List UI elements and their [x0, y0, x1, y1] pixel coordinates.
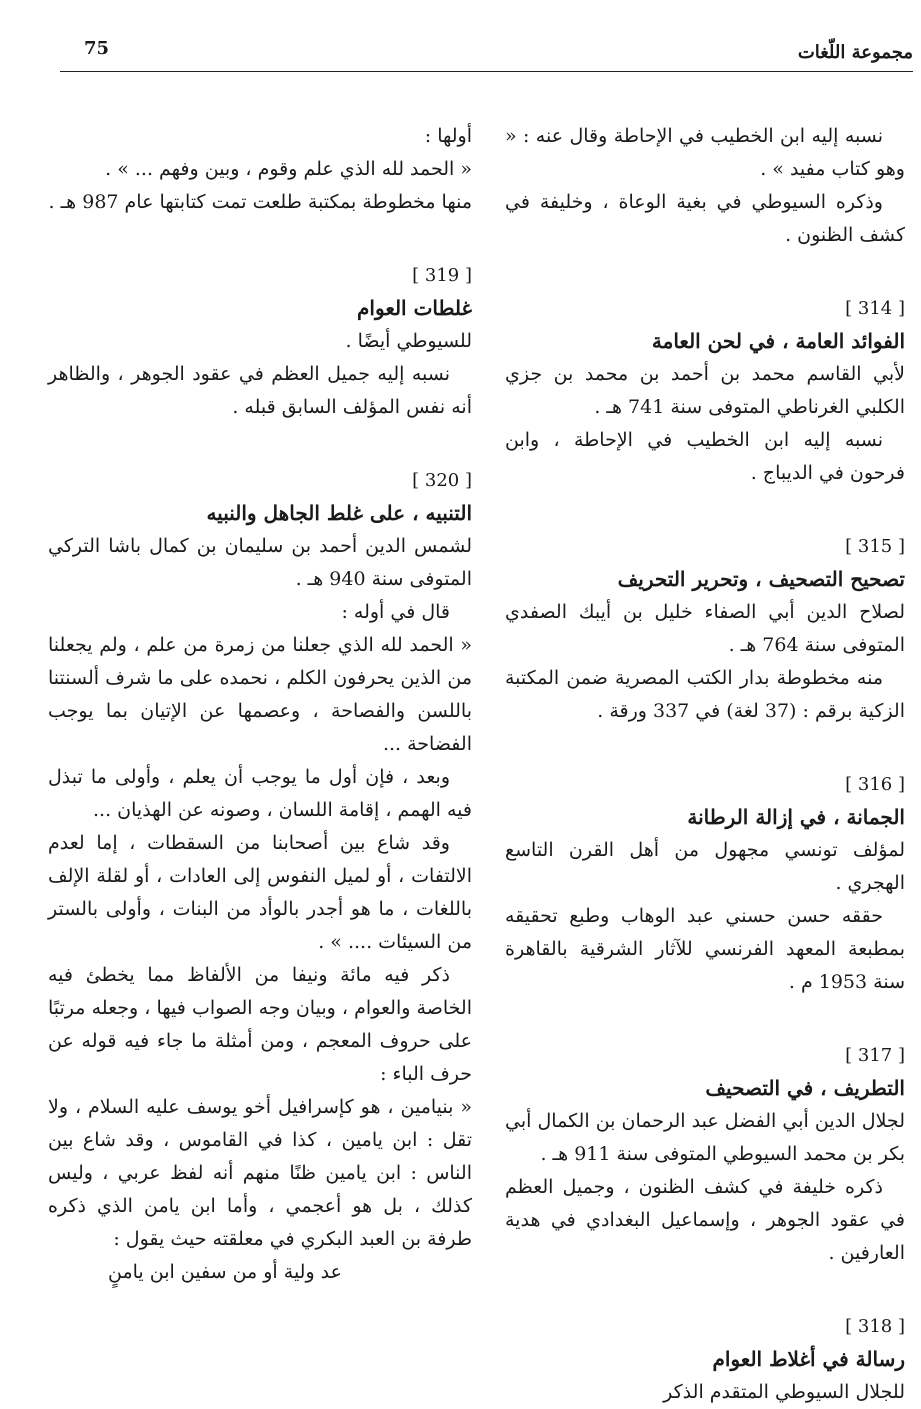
paragraph: للسيوطي أيضًا .: [345, 330, 472, 352]
entry-title-318: رسالة في أغلاط العوام: [712, 1347, 905, 1371]
entry-number-319: [ 319 ]: [412, 265, 472, 286]
paragraph: لمؤلف تونسي مجهول من أهل القرن التاسع الهجري .: [505, 839, 905, 894]
paragraph: « الحمد لله الذي علم وقوم ، وبين وفهم ... » .: [105, 158, 472, 180]
paragraph: ذكره خليفة في كشف الظنون ، وجميل العظم في عقود الجوهر ، وإسماعيل البغدادي في هدية العارفين .: [505, 1176, 905, 1264]
paragraph: وبعد ، فإن أول ما يوجب أن يعلم ، وأولى ما تبذل فيه الهمم ، إقامة اللسان ، وصونه عن الهذيان ...: [48, 766, 472, 821]
paragraph: لأبي القاسم محمد بن أحمد بن محمد بن جزي الكلبي الغرناطي المتوفى سنة 741 هـ .: [505, 363, 905, 418]
left-column: [48, 120, 472, 1289]
paragraph: نسبه إليه ابن الخطيب في الإحاطة ، وابن فرحون في الديباج .: [505, 429, 905, 484]
right-column: [505, 120, 905, 1409]
entry-title-314: الفوائد العامة ، في لحن العامة: [651, 329, 905, 353]
entry-title-317: التطريف ، في التصحيف: [705, 1076, 905, 1100]
entry-number-320: [ 320 ]: [412, 470, 472, 491]
paragraph: للجلال السيوطي المتقدم الذكر: [663, 1381, 905, 1403]
paragraph: « بنيامين ، هو كإسرافيل أخو يوسف عليه السلام ، ولا تقل : ابن يامين ، كذا في القاموس ، وقد شاع بين الناس : ابن يامين ظنًا منهم أنه لفظ عربي ، وليس كذلك ، بل هو أعجمي ، وأما ابن يامن الذي ذكره طرفة بن العبد البكري في معلقته حيث يقول :: [48, 1096, 472, 1250]
paragraph: لشمس الدين أحمد بن سليمان بن كمال باشا التركي المتوفى سنة 940 هـ .: [48, 535, 472, 590]
paragraph: وذكره السيوطي في بغية الوعاة ، وخليفة في كشف الظنون .: [505, 191, 905, 246]
header-rule: [60, 71, 913, 72]
paragraph: « الحمد لله الذي جعلنا من زمرة من علم ، ولم يجعلنا من الذين يحرفون الكلم ، نحمده على ما شرف ألسنتنا باللسن والفصاحة ، وعصمها عن الإتيان بما يوجب الفضاحة ...: [48, 634, 472, 755]
paragraph: وقد شاع بين أصحابنا من السقطات ، إما لعدم الالتفات ، أو لميل النفوس إلى العادات ، أو لقلة الإلف باللغات ، ما هو أجدر بالوأد من البنات ، وأولى بالستر من السيئات .... » .: [48, 832, 472, 953]
entry-number-315: [ 315 ]: [845, 536, 905, 557]
paragraph: حققه حسن حسني عبد الوهاب وطبع تحقيقه بمطبعة المعهد الفرنسي للآثار الشرقية بالقاهرة سنة 1953 م .: [505, 905, 905, 993]
entry-number-316: [ 316 ]: [845, 774, 905, 795]
entry-number-317: [ 317 ]: [845, 1045, 905, 1066]
paragraph: لصلاح الدين أبي الصفاء خليل بن أيبك الصفدي المتوفى سنة 764 هـ .: [505, 601, 905, 656]
paragraph: قال في أوله :: [341, 601, 450, 623]
entry-title-320: التنبيه ، على غلط الجاهل والنبيه: [206, 501, 472, 525]
entry-number-318: [ 318 ]: [845, 1316, 905, 1337]
paragraph: أولها :: [424, 125, 472, 147]
page-number: 75: [84, 38, 110, 59]
paragraph: لجلال الدين أبي الفضل عبد الرحمان بن الكمال أبي بكر بن محمد السيوطي المتوفى سنة 911 هـ .: [505, 1110, 905, 1165]
entry-number-314: [ 314 ]: [845, 298, 905, 319]
paragraph: منها مخطوطة بمكتبة طلعت تمت كتابتها عام 987 هـ .: [48, 191, 472, 213]
poetry-verse: عد ولية أو من سفين ابن يامنٍ: [107, 1261, 342, 1283]
paragraph: نسبه إليه جميل العظم في عقود الجوهر ، والظاهر أنه نفس المؤلف السابق قبله .: [48, 363, 472, 418]
running-title: مجموعة اللّغات: [797, 42, 913, 63]
paragraph: منه مخطوطة بدار الكتب المصرية ضمن المكتبة الزكية برقم : (37 لغة) في 337 ورقة .: [505, 667, 905, 722]
paragraph: نسبه إليه ابن الخطيب في الإحاطة وقال عنه : « وهو كتاب مفيد » .: [505, 125, 905, 180]
entry-title-316: الجمانة ، في إزالة الرطانة: [687, 805, 905, 829]
entry-title-315: تصحيح التصحيف ، وتحرير التحريف: [617, 567, 905, 591]
page-header: [60, 28, 913, 72]
paragraph: ذكر فيه مائة ونيفا من الألفاظ مما يخطئ فيه الخاصة والعوام ، وبيان وجه الصواب فيها ، وجعله مرتبًا على حروف المعجم ، ومن أمثلة ما جاء فيه قوله عن حرف الباء :: [48, 964, 472, 1085]
entry-title-319: غلطات العوام: [357, 296, 472, 320]
